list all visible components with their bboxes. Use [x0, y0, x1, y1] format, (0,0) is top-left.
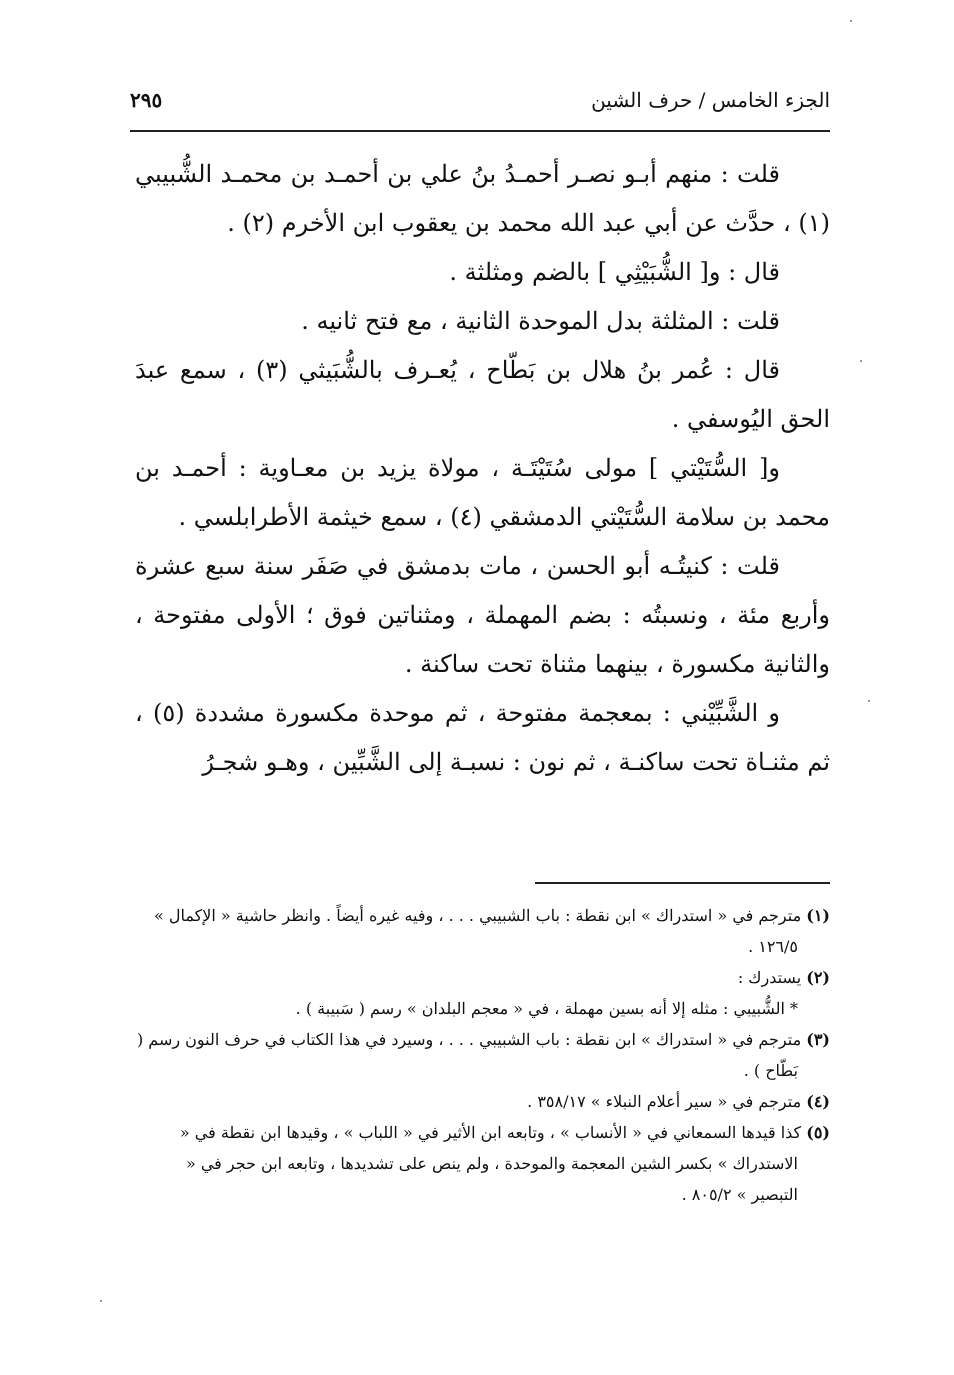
footnote-separator: [535, 882, 830, 884]
running-head-title: الجزء الخامس / حرف الشين: [591, 88, 830, 112]
footnote-number: (٥): [806, 1123, 830, 1142]
footnote-3: [135, 1024, 830, 1086]
footnote-number: (١): [806, 906, 830, 925]
paragraph-1: قلت : منهم أبـو نصـر أحمـدُ بنُ علي بن أحمـد بن محمـد الشُّبيبي (١) ، حدَّث عن أبي عبد الله محمد بن يعقوب ابن الأخرم (٢) .: [135, 160, 830, 237]
footnote-number: (٤): [806, 1092, 830, 1111]
footnote-4: [135, 1086, 830, 1117]
scan-speck: [868, 700, 870, 702]
paragraph-7: و الشَّبِّيْني : بمعجمة مفتوحة ، ثم موحدة مكسورة مشددة (٥) ، ثم مثنـاة تحت ساكنـة ، ثم نون : نسبـة إلى الشَّبِّين ، وهـو شجـرُ: [135, 699, 830, 776]
page-number: ٢٩٥: [130, 88, 163, 112]
footnote-number: (٣): [806, 1030, 830, 1049]
footnote-number: (٢): [806, 968, 830, 987]
paragraph-3: قلت : المثلثة بدل الموحدة الثانية ، مع فتح ثانيه .: [301, 307, 780, 335]
footnote-text: مترجم في « استدراك » ابن نقطة : باب الشبيبي . . . ، وفيه غيره أيضاً . وانظر حاشية « الإكمال » ١٢٦/٥ .: [153, 906, 802, 956]
footnote-text: مترجم في « استدراك » ابن نقطة : باب الشبيبي . . . ، وسيرد في هذا الكتاب في حرف النون رسم ( بَطّاح ) .: [136, 1030, 802, 1080]
paragraph-2: قال : و[ الشُّبَيْثِي ] بالضم ومثلثة .: [449, 258, 780, 286]
running-head: [130, 88, 830, 122]
footnote-text: مترجم في « سير أعلام النبلاء » ٣٥٨/١٧ .: [527, 1092, 802, 1111]
footnote-text: كذا قيدها السمعاني في « الأنساب » ، وتابعه ابن الأثير في « اللباب » ، وقيدها ابن نقطة في « الاستدراك » بكسر الشين المعجمة والموحدة ، ولم ينص على تشديدها ، وتابعه ابن حجر في « التبصير » ٨٠٥/٢ .: [179, 1123, 802, 1204]
scan-speck: [850, 20, 852, 22]
paragraph-6: قلت : كنيتُـه أبو الحسن ، مات بدمشق في صَفَر سنة سبع عشرة وأربع مئة ، ونسبتُه : بضم المهملة ، ومثناتين فوق ؛ الأولى مفتوحة ، والثانية مكسورة ، بينهما مثناة تحت ساكنة .: [135, 552, 830, 678]
header-rule: [130, 130, 830, 132]
footnote-5: [135, 1117, 830, 1210]
footnote-1: [135, 900, 830, 962]
main-text: [135, 150, 830, 787]
paragraph-5: و[ السُّتَيْتي ] مولى سُتَيْتَـة ، مولاة يزيد بن معـاوية : أحمـد بن محمد بن سلامة السُّتَيْتي الدمشقي (٤) ، سمع خيثمة الأطرابلسي .: [135, 454, 830, 531]
footnote-2-addendum: * الشُّبيبي : مثله إلا أنه بسين مهملة ، في « معجم البلدان » رسم ( سَبيبة ) .: [295, 999, 798, 1018]
footnotes: [135, 900, 830, 1210]
paragraph-4: قال : عُمر بنُ هلال بن بَطّاح ، يُعـرف بالشُّبَيثي (٣) ، سمع عبدَ الحق اليُوسفي .: [135, 356, 830, 433]
footnote-2: [135, 962, 830, 993]
footnote-text: يستدرك :: [737, 968, 802, 987]
scan-speck: [100, 1300, 102, 1302]
scan-speck: [860, 360, 862, 362]
